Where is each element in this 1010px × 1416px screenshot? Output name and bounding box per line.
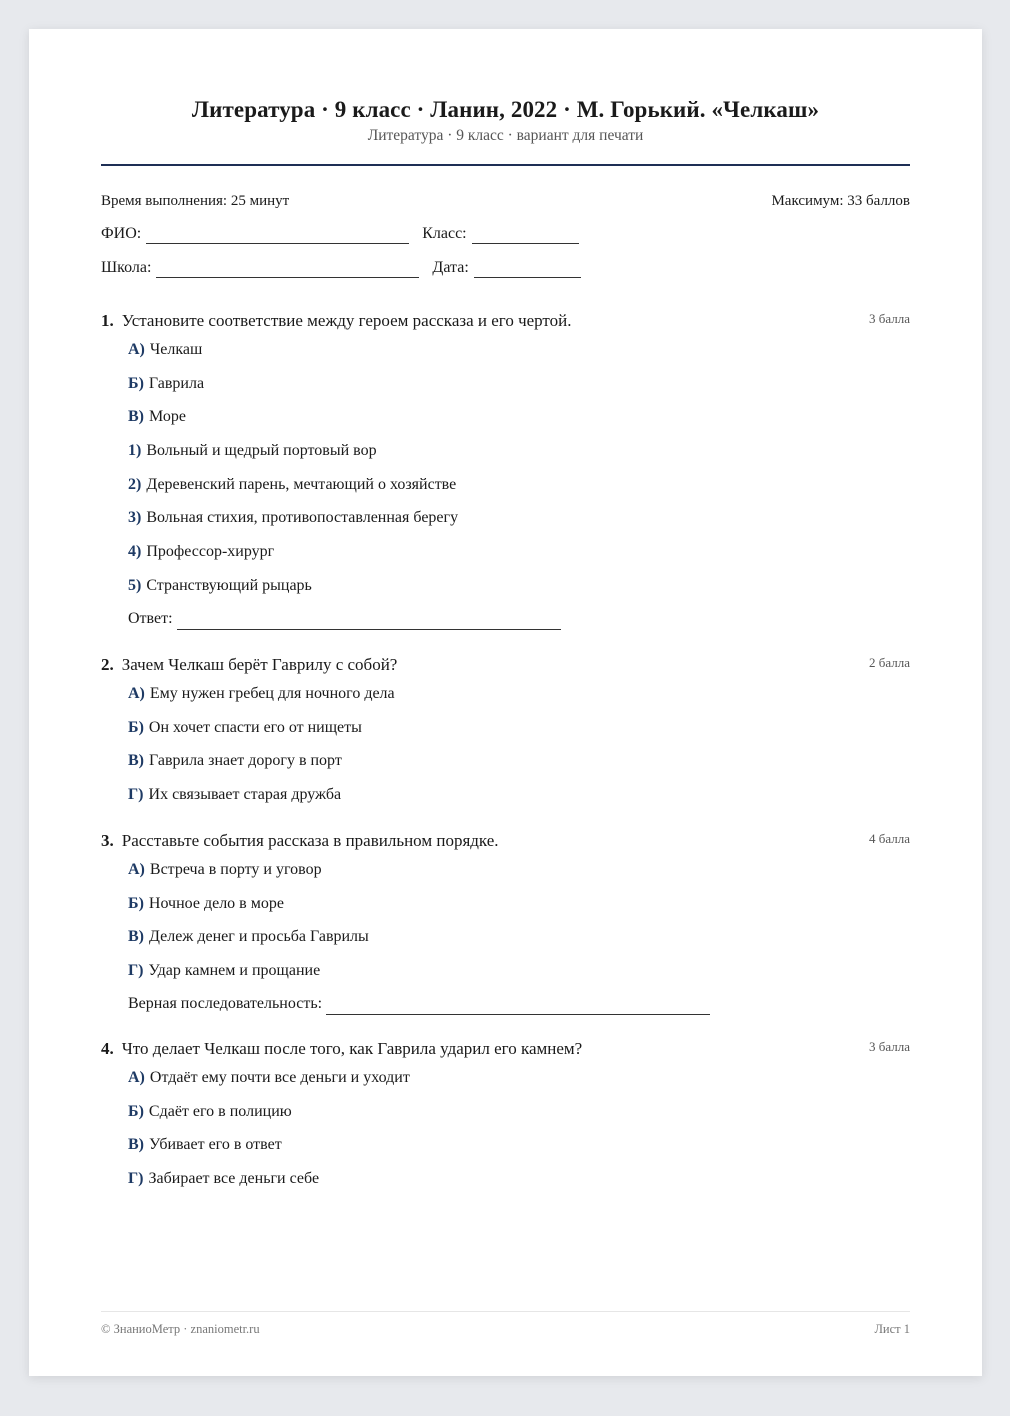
option-label: Г)	[128, 785, 144, 803]
page-header	[101, 29, 910, 146]
option-list	[128, 859, 910, 982]
option-text: Челкаш	[149, 341, 203, 358]
question-points: 4 балла	[869, 830, 910, 846]
option-label: Б)	[128, 1102, 144, 1120]
option-label: В)	[128, 1136, 144, 1154]
option-text: Он хочет спасти его от нищеты	[148, 718, 362, 736]
school-label: Школа:	[101, 259, 152, 276]
footer-copyright: © ЗнаниоМетр · znaniometr.ru	[101, 1322, 260, 1336]
question-points: 3 балла	[869, 1038, 910, 1054]
date-label: Дата:	[432, 259, 469, 276]
option-item[interactable]	[128, 507, 910, 529]
option-label: Б)	[128, 374, 144, 392]
option-item[interactable]	[128, 440, 910, 462]
option-text: Странствующий рыцарь	[146, 576, 312, 594]
answer-field[interactable]	[177, 615, 561, 630]
option-label: А)	[128, 684, 145, 702]
option-label: Г)	[128, 961, 144, 979]
page-title: Литература · 9 класс · Ланин, 2022 · М. Горький. «Челкаш»	[191, 97, 820, 122]
school-field[interactable]	[156, 262, 419, 278]
option-item[interactable]	[128, 1067, 910, 1089]
option-text: Их связывает старая дружба	[148, 785, 342, 803]
option-label: А)	[128, 860, 145, 878]
option-label: В)	[128, 752, 144, 770]
class-field[interactable]	[472, 228, 579, 244]
question-number: 1.	[101, 311, 114, 330]
option-text: Вольный и щедрый портовый вор	[146, 442, 377, 460]
option-text: Ему нужен гребец для ночного дела	[149, 684, 395, 702]
option-text: Гаврила знает дорогу в порт	[149, 752, 342, 770]
option-label: Г)	[128, 1170, 144, 1187]
option-item[interactable]	[128, 859, 910, 881]
option-label: 2)	[128, 475, 142, 493]
option-label: 5)	[128, 576, 142, 594]
option-text: Убивает его в ответ	[149, 1136, 282, 1154]
option-item[interactable]	[128, 717, 910, 739]
question-header	[101, 654, 910, 676]
option-item[interactable]	[128, 1101, 910, 1123]
header-divider	[101, 164, 910, 166]
time-limit: Время выполнения: 25 минут	[101, 193, 290, 209]
class-label: Класс:	[422, 225, 467, 242]
answer-label: Верная последовательность:	[128, 994, 323, 1012]
option-text: Встреча в порту и уговор	[149, 860, 322, 878]
fio-label: ФИО:	[101, 225, 142, 242]
question-text: Что делает Челкаш после того, как Гаврила ударил его камнем?	[121, 1038, 583, 1058]
option-list	[128, 339, 910, 597]
answer-row	[128, 993, 910, 1015]
max-score: Максимум: 33 баллов	[771, 193, 910, 209]
option-text: Удар камнем и прощание	[148, 961, 321, 979]
option-text: Дележ денег и просьба Гаврилы	[149, 928, 369, 946]
question-points: 2 балла	[869, 654, 910, 670]
question-text: Зачем Челкаш берёт Гаврилу с собой?	[121, 654, 398, 674]
question-number: 2.	[101, 654, 114, 674]
option-text: Гаврила	[148, 374, 205, 392]
option-item[interactable]	[128, 683, 910, 705]
student-fields-row-2	[101, 258, 910, 278]
option-label: В)	[128, 928, 144, 946]
question-header	[101, 310, 910, 332]
meta-row	[101, 191, 910, 211]
page-content	[101, 29, 910, 1376]
option-item[interactable]	[128, 575, 910, 597]
option-label: Б)	[128, 894, 144, 912]
option-item[interactable]	[128, 474, 910, 496]
option-label: 4)	[128, 543, 142, 561]
fio-field[interactable]	[146, 228, 409, 244]
option-item[interactable]	[128, 1168, 910, 1190]
question-number: 3.	[101, 830, 114, 850]
option-item[interactable]	[128, 1134, 910, 1156]
option-label: 1)	[128, 442, 142, 460]
option-item[interactable]	[128, 750, 910, 772]
question-header	[101, 830, 910, 852]
question-header	[101, 1038, 910, 1060]
question-number: 4.	[101, 1038, 114, 1058]
question-3	[101, 830, 910, 1015]
option-item[interactable]	[128, 784, 910, 806]
option-item[interactable]	[128, 339, 910, 361]
question-text: Установите соответствие между героем рассказа и его чертой.	[121, 311, 572, 330]
option-label: А)	[128, 1068, 145, 1086]
student-fields-row-1	[101, 224, 910, 244]
option-text: Отдаёт ему почти все деньги и уходит	[149, 1068, 410, 1086]
question-2	[101, 654, 910, 806]
question-text: Расставьте события рассказа в правильном порядке.	[121, 830, 499, 850]
question-points: 3 балла	[869, 311, 910, 326]
option-text: Море	[149, 408, 186, 426]
question-4	[101, 1038, 910, 1190]
option-text: Ночное дело в море	[148, 894, 284, 912]
answer-row	[128, 608, 910, 630]
option-label: В)	[128, 408, 144, 426]
option-label: 3)	[128, 509, 142, 527]
answer-label: Ответ:	[128, 609, 173, 627]
option-list	[128, 1067, 910, 1190]
date-field[interactable]	[474, 262, 581, 278]
option-item[interactable]	[128, 960, 910, 982]
option-item[interactable]	[128, 541, 910, 563]
option-text: Вольная стихия, противопоставленная берегу	[146, 509, 459, 527]
answer-field[interactable]	[326, 1000, 710, 1015]
option-item[interactable]	[128, 893, 910, 915]
option-item[interactable]	[128, 373, 910, 395]
option-text: Профессор-хирург	[146, 543, 275, 561]
option-text: Сдаёт его в полицию	[148, 1102, 292, 1120]
page-number: Лист 1	[874, 1322, 910, 1336]
question-1	[101, 310, 910, 630]
option-list	[128, 683, 910, 806]
worksheet-page	[29, 29, 982, 1376]
option-item[interactable]	[128, 926, 910, 948]
option-text: Деревенский парень, мечтающий о хозяйстве	[146, 475, 457, 493]
option-text: Забирает все деньги себе	[148, 1170, 320, 1187]
page-footer	[101, 1311, 910, 1337]
option-item[interactable]	[128, 406, 910, 428]
page-subtitle: Литература · 9 класс · вариант для печати	[367, 127, 644, 144]
option-label: А)	[128, 341, 145, 358]
option-label: Б)	[128, 718, 144, 736]
